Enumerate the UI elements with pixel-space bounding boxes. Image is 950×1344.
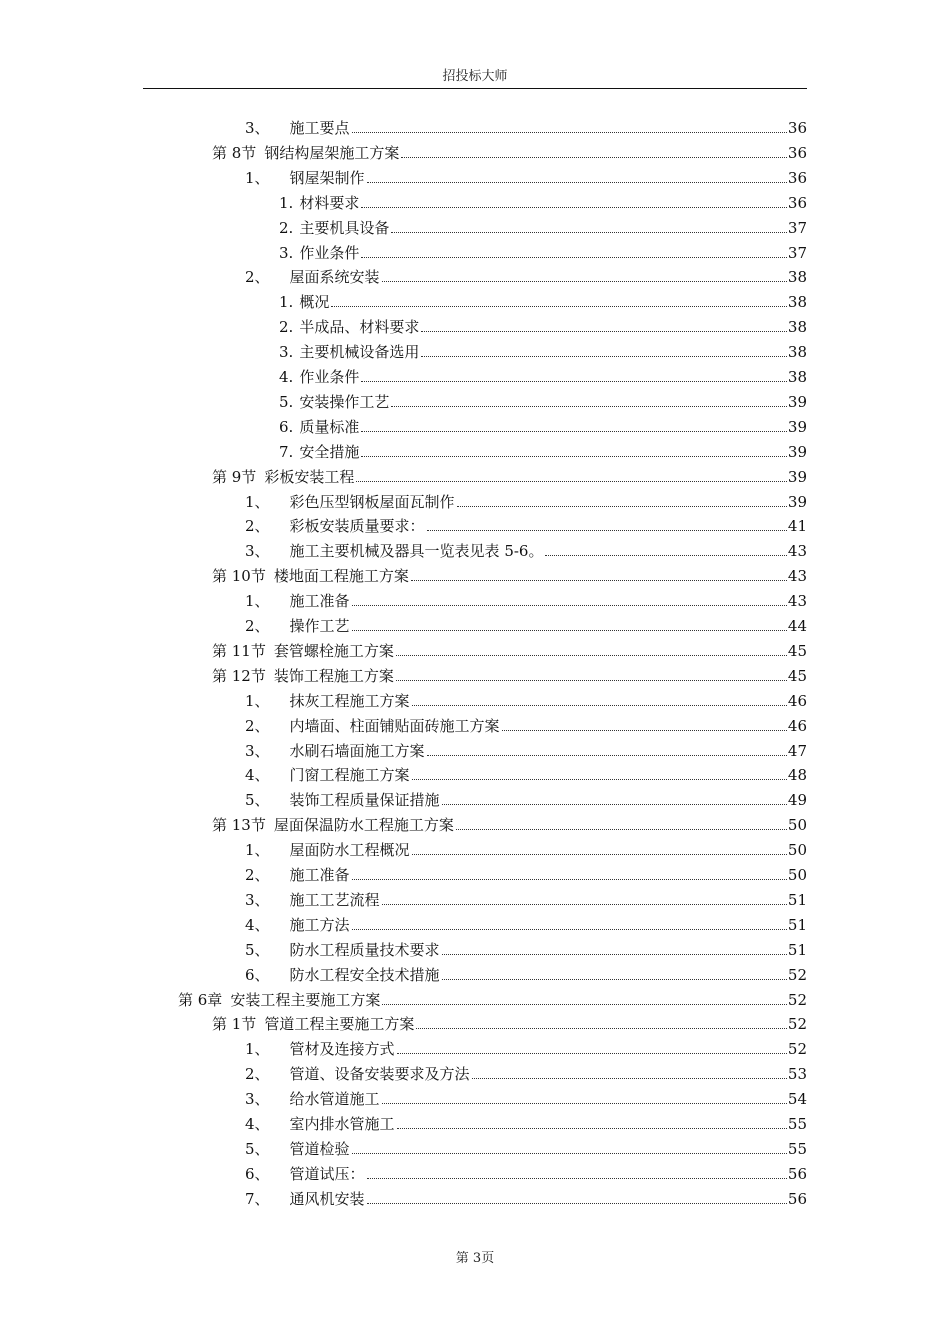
dot-leader — [382, 1004, 787, 1005]
toc-entry[interactable] — [279, 413, 807, 437]
toc-entry[interactable] — [212, 463, 807, 487]
toc-entry[interactable] — [245, 936, 807, 960]
toc-entry-title: 安装工程主要施工方案 — [230, 990, 381, 1009]
dot-leader — [427, 530, 787, 531]
toc-entry-number: 2. — [279, 318, 294, 337]
toc-entry[interactable] — [279, 438, 807, 462]
toc-entry[interactable] — [279, 363, 807, 387]
toc-entry[interactable] — [245, 612, 807, 636]
toc-entry-title: 钢屋架制作 — [289, 168, 365, 187]
toc-entry-page-number: 44 — [787, 617, 807, 635]
toc-entry-page-number: 39 — [787, 442, 807, 461]
toc-entry-page-number: 48 — [787, 766, 807, 785]
dot-leader — [545, 555, 786, 556]
toc-entry-title: 给水管道施工 — [289, 1090, 380, 1109]
toc-entry-page-number: 55 — [787, 1139, 807, 1158]
toc-entry[interactable] — [245, 761, 807, 785]
dot-leader — [367, 1178, 787, 1179]
toc-entry-number: 第 12节 — [212, 666, 266, 685]
dot-leader — [397, 1128, 787, 1129]
page-header: 招投标大师 — [442, 69, 508, 84]
dot-leader — [456, 829, 787, 830]
toc-entry-number: 1、 — [245, 1040, 270, 1059]
toc-entry-number: 4. — [279, 368, 294, 386]
toc-entry-number: 第 1节 — [212, 1015, 257, 1034]
toc-entry[interactable] — [212, 562, 807, 586]
toc-entry-number: 第 13节 — [212, 816, 266, 835]
dot-leader — [352, 1153, 787, 1154]
toc-entry-title: 管材及连接方式 — [289, 1040, 395, 1059]
dot-leader — [412, 779, 787, 780]
toc-entry-title: 材料要求 — [299, 193, 360, 212]
toc-entry[interactable] — [245, 1185, 807, 1209]
toc-entry[interactable] — [245, 886, 807, 910]
dot-leader — [457, 506, 787, 507]
toc-entry-page-number: 38 — [787, 293, 807, 312]
dot-leader — [401, 157, 787, 158]
dot-leader — [352, 132, 787, 133]
toc-entry-title: 操作工艺 — [289, 617, 350, 635]
toc-entry-page-number: 41 — [787, 517, 807, 536]
toc-entry-title: 施工准备 — [289, 866, 350, 884]
toc-entry[interactable] — [245, 1060, 807, 1084]
dot-leader — [472, 1078, 787, 1079]
toc-entry-page-number: 38 — [787, 368, 807, 386]
toc-entry-number: 3、 — [245, 1090, 270, 1109]
toc-entry-page-number: 50 — [787, 866, 807, 884]
dot-leader — [397, 1053, 787, 1054]
toc-entry-number: 6、 — [245, 965, 270, 984]
toc-entry-page-number: 37 — [787, 243, 807, 262]
toc-entry[interactable] — [178, 986, 807, 1010]
toc-entry[interactable] — [245, 786, 807, 810]
toc-entry-title: 施工准备 — [289, 592, 350, 611]
toc-entry-number: 2、 — [245, 617, 270, 635]
toc-entry-page-number: 39 — [787, 392, 807, 411]
toc-entry[interactable] — [245, 512, 807, 536]
toc-entry[interactable] — [245, 1160, 807, 1184]
toc-entry-title: 室内排水管施工 — [289, 1115, 395, 1133]
toc-entry-title: 钢结构屋架施工方案 — [264, 143, 400, 162]
toc-entry-page-number: 38 — [787, 268, 807, 287]
toc-entry-page-number: 45 — [787, 666, 807, 685]
toc-entry-title: 抹灰工程施工方案 — [289, 691, 410, 710]
toc-entry-number: 6、 — [245, 1164, 270, 1183]
toc-entry[interactable] — [245, 164, 807, 188]
toc-entry-title: 半成品、材料要求 — [299, 318, 420, 337]
dot-leader — [356, 481, 787, 482]
toc-entry-page-number: 39 — [787, 467, 807, 486]
toc-entry-title: 作业条件 — [299, 243, 360, 262]
toc-entry-page-number: 51 — [787, 915, 807, 934]
toc-entry-number: 7. — [279, 442, 294, 461]
dot-leader — [421, 356, 787, 357]
dot-leader — [411, 580, 787, 581]
toc-entry[interactable] — [279, 239, 807, 263]
toc-entry-title: 彩色压型钢板屋面瓦制作 — [289, 492, 455, 511]
dot-leader — [416, 1028, 787, 1029]
dot-leader — [391, 232, 787, 233]
toc-entry[interactable] — [245, 712, 807, 736]
toc-entry-page-number: 52 — [787, 1040, 807, 1059]
toc-entry-title: 管道、设备安装要求及方法 — [289, 1065, 470, 1084]
toc-entry-title: 门窗工程施工方案 — [289, 766, 410, 785]
toc-entry-title: 施工要点 — [289, 119, 350, 137]
toc-entry[interactable] — [245, 587, 807, 611]
toc-entry[interactable] — [245, 537, 807, 561]
toc-entry-number: 6. — [279, 417, 294, 436]
toc-entry[interactable] — [279, 214, 807, 238]
toc-entry-number: 2、 — [245, 716, 270, 735]
toc-entry[interactable] — [245, 263, 807, 287]
toc-entry-page-number: 52 — [787, 965, 807, 984]
toc-entry-number: 第 9节 — [212, 467, 257, 486]
dot-leader — [361, 381, 787, 382]
toc-entry-title: 施工方法 — [289, 915, 350, 934]
toc-entry-page-number: 55 — [787, 1115, 807, 1133]
dot-leader — [367, 182, 787, 183]
toc-entry-number: 3、 — [245, 741, 270, 760]
toc-entry[interactable] — [212, 1010, 807, 1034]
dot-leader — [412, 854, 787, 855]
dot-leader — [442, 979, 787, 980]
toc-entry-page-number: 52 — [787, 1015, 807, 1034]
toc-entry-title: 管道工程主要施工方案 — [264, 1015, 415, 1034]
toc-entry[interactable] — [245, 1085, 807, 1109]
toc-entry-page-number: 56 — [787, 1189, 807, 1208]
dot-leader — [396, 655, 787, 656]
toc-entry-title: 管道试压： — [289, 1164, 365, 1183]
dot-leader — [352, 630, 787, 631]
dot-leader — [427, 755, 787, 756]
toc-entry-page-number: 43 — [787, 567, 807, 586]
toc-entry-number: 4、 — [245, 766, 270, 785]
toc-entry[interactable] — [245, 961, 807, 985]
dot-leader — [352, 929, 787, 930]
toc-entry[interactable] — [279, 338, 807, 362]
toc-entry-page-number: 36 — [787, 168, 807, 187]
toc-entry-title: 施工主要机械及器具一览表见表 5-6。 — [289, 542, 544, 561]
dot-leader — [367, 1203, 787, 1204]
toc-entry[interactable] — [245, 687, 807, 711]
toc-entry-number: 3、 — [245, 542, 270, 561]
toc-entry-title: 作业条件 — [299, 368, 360, 386]
toc-entry-number: 5、 — [245, 940, 270, 959]
dot-leader — [361, 207, 787, 208]
toc-entry-page-number: 36 — [787, 143, 807, 162]
toc-entry[interactable] — [279, 288, 807, 312]
toc-entry-title: 主要机械设备选用 — [299, 343, 420, 362]
toc-entry-page-number: 38 — [787, 343, 807, 362]
dot-leader — [331, 306, 787, 307]
toc-entry-page-number: 38 — [787, 318, 807, 337]
dot-leader — [382, 281, 787, 282]
dot-leader — [361, 257, 787, 258]
toc-entry-page-number: 45 — [787, 641, 807, 660]
toc-entry-number: 5、 — [245, 791, 270, 810]
toc-entry-number: 1、 — [245, 592, 270, 611]
toc-entry-number: 3、 — [245, 890, 270, 909]
toc-entry-page-number: 50 — [787, 841, 807, 860]
dot-leader — [382, 904, 787, 905]
toc-entry-number: 7、 — [245, 1189, 270, 1208]
toc-entry-number: 1、 — [245, 691, 270, 710]
toc-entry[interactable] — [245, 114, 807, 138]
page-footer: 第 3页 — [455, 1251, 495, 1266]
toc-entry-number: 2、 — [245, 1065, 270, 1084]
toc-entry-title: 水刷石墙面施工方案 — [289, 741, 425, 760]
toc-entry-title: 通风机安装 — [289, 1189, 365, 1208]
toc-entry-number: 4、 — [245, 915, 270, 934]
toc-entry-title: 套管螺栓施工方案 — [273, 641, 394, 660]
toc-entry-page-number: 39 — [787, 492, 807, 511]
toc-entry-number: 1、 — [245, 841, 270, 860]
toc-entry-page-number: 39 — [787, 417, 807, 436]
dot-leader — [421, 331, 787, 332]
toc-entry-title: 防水工程安全技术措施 — [289, 965, 440, 984]
toc-entry-page-number: 36 — [787, 193, 807, 212]
dot-leader — [412, 705, 787, 706]
toc-entry[interactable] — [279, 313, 807, 337]
toc-entry-number: 5. — [279, 392, 294, 411]
toc-entry-number: 3、 — [245, 119, 270, 137]
toc-entry-number: 1、 — [245, 168, 270, 187]
toc-entry-title: 彩板安装工程 — [264, 467, 355, 486]
toc-entry[interactable] — [245, 737, 807, 761]
dot-leader — [352, 879, 787, 880]
toc-entry-number: 1. — [279, 193, 294, 212]
toc-entry[interactable] — [212, 662, 807, 686]
toc-entry[interactable] — [245, 1035, 807, 1059]
toc-entry-number: 3. — [279, 343, 294, 362]
dot-leader — [442, 804, 787, 805]
toc-entry-title: 管道检验 — [289, 1139, 350, 1158]
toc-entry-number: 第 8节 — [212, 143, 257, 162]
toc-entry-title: 装饰工程施工方案 — [273, 666, 394, 685]
toc-entry-page-number: 51 — [787, 890, 807, 909]
toc-entry-page-number: 43 — [787, 542, 807, 561]
toc-entry-number: 1. — [279, 293, 294, 312]
toc-entry[interactable] — [212, 139, 807, 163]
toc-entry[interactable] — [245, 836, 807, 860]
toc-entry-title: 防水工程质量技术要求 — [289, 940, 440, 959]
toc-entry-page-number: 43 — [787, 592, 807, 611]
toc-entry-page-number: 56 — [787, 1164, 807, 1183]
toc-entry-number: 1、 — [245, 492, 270, 511]
toc-entry-number: 2. — [279, 218, 294, 237]
dot-leader — [391, 406, 787, 407]
toc-entry-number: 2、 — [245, 517, 270, 536]
toc-entry-page-number: 54 — [787, 1090, 807, 1109]
toc-entry-title: 主要机具设备 — [299, 218, 390, 237]
toc-entry-title: 屋面保温防水工程施工方案 — [273, 816, 454, 835]
toc-entry-page-number: 46 — [787, 716, 807, 735]
toc-entry-title: 屋面系统安装 — [289, 268, 380, 287]
dot-leader — [382, 1103, 787, 1104]
toc-entry-number: 5、 — [245, 1139, 270, 1158]
toc-entry-number: 2、 — [245, 866, 270, 884]
toc-entry-number: 3. — [279, 243, 294, 262]
toc-entry-page-number: 47 — [787, 741, 807, 760]
dot-leader — [502, 730, 787, 731]
toc-entry[interactable] — [279, 388, 807, 412]
toc-entry[interactable] — [245, 1110, 807, 1134]
toc-entry-number: 第 6章 — [178, 990, 223, 1009]
toc-entry-page-number: 37 — [787, 218, 807, 237]
toc-entry[interactable] — [245, 1135, 807, 1159]
toc-entry-title: 质量标准 — [299, 417, 360, 436]
toc-entry-page-number: 51 — [787, 940, 807, 959]
toc-entry-number: 第 11节 — [212, 641, 266, 660]
toc-entry-title: 安全措施 — [299, 442, 360, 461]
dot-leader — [442, 954, 787, 955]
toc-entry-title: 施工工艺流程 — [289, 890, 380, 909]
toc-entry-page-number: 53 — [787, 1065, 807, 1084]
header-rule — [143, 88, 807, 89]
toc-entry-number: 第 10节 — [212, 567, 266, 586]
toc-entry-title: 屋面防水工程概况 — [289, 841, 410, 860]
toc-entry-page-number: 50 — [787, 816, 807, 835]
dot-leader — [396, 680, 787, 681]
toc-entry-title: 楼地面工程施工方案 — [273, 567, 409, 586]
toc-entry[interactable] — [212, 811, 807, 835]
dot-leader — [352, 605, 787, 606]
toc-entry[interactable] — [279, 189, 807, 213]
toc-entry[interactable] — [245, 911, 807, 935]
toc-entry-title: 装饰工程质量保证措施 — [289, 791, 440, 810]
toc-entry-title: 安装操作工艺 — [299, 392, 390, 411]
toc-entry[interactable] — [245, 488, 807, 512]
toc-entry-page-number: 36 — [787, 119, 807, 137]
toc-entry[interactable] — [245, 861, 807, 885]
dot-leader — [361, 431, 787, 432]
toc-entry-title: 内墙面、柱面铺贴面砖施工方案 — [289, 716, 500, 735]
toc-entry-number: 4、 — [245, 1115, 270, 1133]
toc-entry-title: 彩板安装质量要求： — [289, 517, 425, 536]
toc-entry-number: 2、 — [245, 268, 270, 287]
toc-entry-page-number: 49 — [787, 791, 807, 810]
toc-entry[interactable] — [212, 637, 807, 661]
dot-leader — [361, 456, 787, 457]
toc-entry-title: 概况 — [299, 293, 330, 312]
toc-entry-page-number: 52 — [787, 990, 807, 1009]
toc-entry-page-number: 46 — [787, 691, 807, 710]
